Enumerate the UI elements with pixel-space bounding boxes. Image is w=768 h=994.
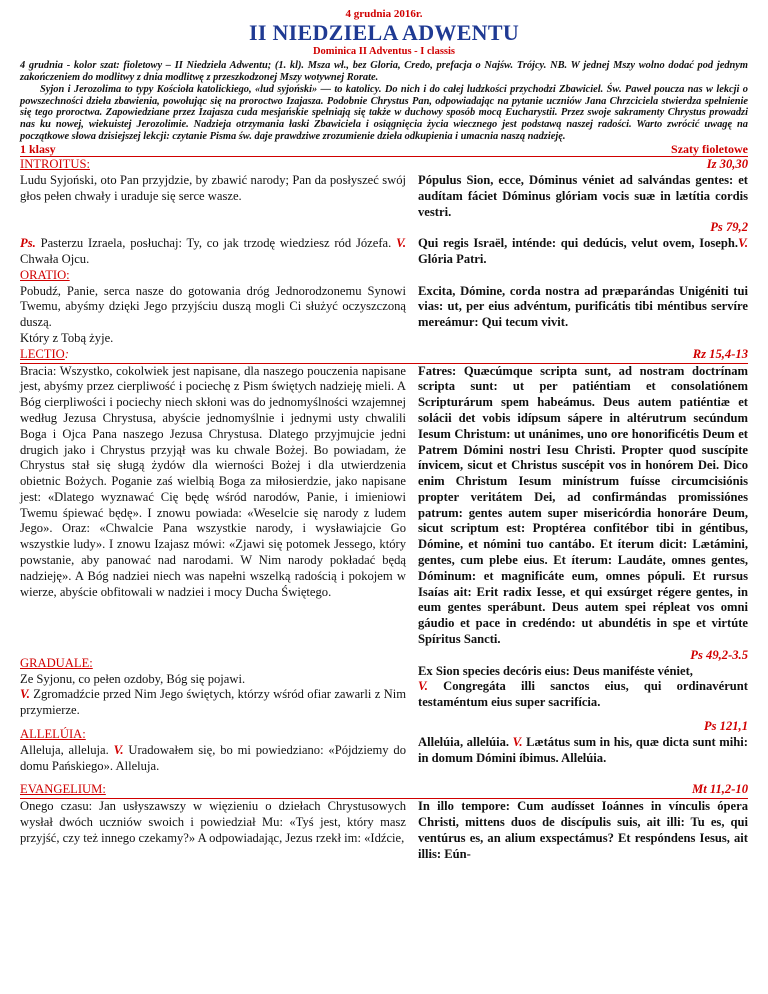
evangelium-ref: Mt 11,2-10 bbox=[692, 782, 748, 797]
evangelium-text-pl: Onego czasu: Jan usłyszawszy w więzieniu o dziełach Chrystusowych wysłał dwóch uczniów swoich i powiedział Mu: «Tyś jest, który masz przyjść, czy też innego czekamy?» A odpowiadając, Jezus rzekł im: «Idźcie, bbox=[20, 799, 406, 845]
lectio-label: LECTIO bbox=[20, 346, 65, 361]
graduale-ref: Ps 49,2-3.5 bbox=[690, 647, 748, 662]
graduale-label: GRADUALE: bbox=[20, 655, 93, 670]
psalm-latin bbox=[418, 236, 748, 268]
oratio-label: ORATIO: bbox=[20, 267, 70, 282]
versicle-mark: V. bbox=[113, 742, 124, 757]
class-row bbox=[20, 143, 748, 157]
page-title: II NIEDZIELA ADWENTU bbox=[248, 20, 520, 45]
graduale-text-la: Ex Sion species decóris eius: Deus maniféste véniet, bbox=[418, 663, 693, 678]
oratio-text-la: Excita, Dómine, corda nostra ad præparándas Unigéniti tui vias: ut, per eius advéntum, purificátis tibi méntibus servíre mereámur: Qui tecum vivit. bbox=[418, 283, 748, 330]
alleluia-polish bbox=[20, 719, 406, 774]
alleluia-b-pl: Uradowałem się, bo mi powiedziano: «Pójdziemy do domu Pańskiego». Alleluja. bbox=[20, 742, 406, 773]
versicle-mark: V. bbox=[20, 687, 30, 702]
latin-subtitle: Dominica II Adventus - I classis bbox=[312, 46, 456, 57]
oratio-section bbox=[20, 268, 748, 347]
graduale-polish bbox=[20, 648, 406, 719]
introitus-ref: Iz 30,30 bbox=[706, 157, 748, 172]
liturgical-notes: 4 grudnia - kolor szat: fioletowy – II Niedziela Adwentu; (1. kl). Msza wł., bez Gloria, Credo, prefacja o Najśw. Trójcy. NB. W jednej Mszy wolno dodać pod jednym zakończeniem do modlitwy z dnia modlitwę z przeszkodzonej Mszy wotywnej Roratе. bbox=[20, 60, 748, 83]
graduale-text-pl: Ze Syjonu, co pełen ozdoby, Bóg się pojawi. bbox=[20, 671, 246, 686]
oratio-text-pl: Pobudź, Panie, serca nasze do gotowania dróg Jednorodzonemu Synowi Twemu, abyśmy dzięki Jego przyjściu duszą mogli Ci służyć oczyszczoną duszą. bbox=[20, 283, 406, 330]
psalm-text-la: Qui regis Israël, inténde: qui dedúcis, velut ovem, Ioseph. bbox=[418, 236, 739, 251]
versicle-mark: V. bbox=[396, 236, 407, 251]
alleluia-latin bbox=[418, 719, 748, 766]
introitus-section bbox=[20, 157, 748, 236]
liturgical-class: 1 klasy bbox=[20, 142, 56, 157]
psalm-label: Ps. bbox=[20, 236, 36, 251]
psalm-section bbox=[20, 236, 748, 268]
evangelium-section bbox=[20, 799, 748, 862]
oratio-latin bbox=[418, 268, 748, 331]
lectio-text-la: Fatres: Quæcúmque scripta sunt, ad nostram doctrínam scripta sunt: ut per patiéntiam et consolatiónem Scripturárum spem habeámus. Deus autem patiéntiæ et solácii det vobis idípsum sápere in altérutrum secúndum Iesum Christum: ut unánimes, uno ore honorificétis Deum et Patrem Dómini nostri Iesu Christi. Propter quod suscípite ínvicem, sicut et Christus suscépit vos in honórem Dei. Dico enim Christum Iesum minístrum fuísse circumcisiónis propter veritátem Dei, ad confirmándas promissiónes patrum: gentes autem super misericórdia honoráre Deum, sicut scriptum est: Proptérea confitébor tibi in géntibus, Dómine, et nómini tuo cantábo. Et íterum dicit: Lætámini, gentes, cum plebe eius. Et íterum: Laudáte, omnes gentes, Dóminum: et magnificáte eum, omnes pópuli. Et rursus Isaías ait: Erit radix Iesse, et qui exsúrget régere gentes, in eum gentes sperábunt. Deus autem spei répleat vos omni gáudio et pace in credéndo: ut abundétis in spe et virtúte Spíritus Sancti. bbox=[418, 363, 748, 647]
gloria-pl: Chwała Ojcu. bbox=[20, 251, 90, 266]
evangelium-header bbox=[20, 774, 748, 798]
alleluia-a-pl: Alleluja, alleluja. bbox=[20, 742, 109, 757]
page-date: 4 grudnia 2016r. bbox=[345, 8, 423, 20]
introitus-latin bbox=[418, 157, 748, 236]
oratio-polish bbox=[20, 268, 406, 347]
graduale-section bbox=[20, 648, 748, 719]
alleluia-a-la: Allelúia, allelúia. bbox=[418, 734, 510, 749]
oratio-end-pl: Który z Tobą żyje. bbox=[20, 330, 114, 345]
introitus-polish bbox=[20, 157, 406, 204]
commentary: Syjon i Jerozolima to typy Kościoła katolickiego, «lud syjoński» — to katolicy. Do nich i do całej ludzkości przychodzi Zbawiciel. Św. Paweł poucza nas w lekcji o powszechności dzieła zbawienia, powołując się na proroctwo Izajasza. Podobnie Chrystus Pan, odpowiadając na pytanie uczniów Jana Chrzciciela stwierdza spełnienie się tego proroctwa. Zapowiedziane przez Izajasza cuda mesjańskie spełniają się także w duchowy sposób mocą Eucharystii. Przez swoje sakramenty Chrystus prowadzi nas ku nowej, wiekuistej Jerozolimie. Nadzieja otrzymania łaski Zbawiciela i osiągnięcia życia wiecznego jest podstawą naszej radości. Warto zwrócić uwagę na początkowe słowa dzisiejszej lekcji: czytanie Pisma św. daje prawdziwe zrozumienie dzieła odkupienia i umacnia naszą nadzieję. bbox=[20, 84, 748, 142]
versicle-mark: V. bbox=[512, 734, 523, 749]
evangelium-label: EVANGELIUM: bbox=[20, 782, 106, 797]
vestment-color: Szaty fioletowe bbox=[671, 142, 748, 157]
alleluia-ref: Ps 121,1 bbox=[703, 719, 748, 734]
lectio-section bbox=[20, 364, 748, 648]
lectio-header bbox=[20, 347, 748, 363]
evangelium-text-la: In illo tempore: Cum audísset Ioánnes in vínculis ópera Christi, mittens duos de discípulis suis, ait illi: Tu es, qui ventúrus es, an alium exspectámus? Et respóndens Iesus, ait illis: Eún- bbox=[418, 799, 748, 861]
psalm-ref: Ps 79,2 bbox=[710, 220, 748, 235]
missal-page bbox=[20, 0, 748, 862]
introitus-text-pl: Ludu Syjoński, oto Pan przyjdzie, by zbawić narody; Pan da posłyszeć swój głos pełen chwały i uraduje się serce wasze. bbox=[20, 172, 406, 203]
alleluia-section bbox=[20, 719, 748, 774]
lectio-colon: : bbox=[64, 346, 69, 361]
introitus-label: INTROITUS: bbox=[20, 157, 90, 172]
alleluia-b-la: Lætátus sum in his, quæ dicta sunt mihi: in domum Dómini íbimus. Allelúia. bbox=[418, 734, 748, 765]
versicle-mark: V. bbox=[738, 236, 748, 251]
gloria-la: Glória Patri. bbox=[418, 251, 487, 266]
graduale-latin bbox=[418, 648, 748, 711]
psalm-text-pl: Pasterzu Izraela, posłuchaj: Ty, co jak trzodę wiedziesz ród Józefa. bbox=[40, 236, 392, 251]
graduale-verse-pl: Zgromadźcie przed Nim Jego świętych, którzy wśród ofiar zawarli z Nim przymierze. bbox=[20, 687, 406, 718]
alleluia-label: ALLELÚIA: bbox=[20, 727, 86, 742]
lectio-ref: Rz 15,4-13 bbox=[692, 346, 748, 361]
graduale-verse-la: Congregáta illi sanctos eius, qui ordinavérunt testaméntum eius super sacrifícia. bbox=[418, 679, 748, 710]
lectio-text-pl: Bracia: Wszystko, cokolwiek jest napisane, dla naszego pouczenia napisane jest, abyśmy przez cierpliwość i pociechę z Pism świętych nadzieję mieli. A Bóg cierpliwości i pociechy niech skłoni was do jednomyślności wzajemnej według Jezusa Chrystusa, abyście jednomyślnie i jednymi usty chwalili Boga i Ojca Pana naszego Jezusa Chrystusa. Dlatego przyjmujcie jedni drugich jako i Chrystus przyjął was ku chwale Bożej. Bo powiadam, że Chrystus stał się sługą żydów dla wierności Bożej i dla utwierdzenia obietnic Bożych. Poganie zaś wielbią Boga za miłosierdzie, jako napisane jest: «Dlatego wyznawać Cię będę wśród narodów, Panie, i imieniowi Twemu śpiewać będę». I znowu powiada: «Weselcie się narody z ludem Jego». Oraz: «Chwalcie Pana wszystkie narody, i wysławiajcie Go wszystkie ludy». I znowu Izajasz mówi: «Zjawi się potomek Jessego, który powstanie, aby panować nad narodami. W Nim narody pokładać będą nadzieję». A Bóg nadziei niech was napełni wszelką radością i pokojem w wierze, abyście obfitowali w nadziei i mocy Ducha Świętego. bbox=[20, 363, 406, 599]
psalm-polish bbox=[20, 236, 406, 268]
introitus-text-la: Pópulus Sion, ecce, Dóminus véniet ad salvándas gentes: et audítam fáciet Dóminus glóriam vocis suæ in lætítia cordis vestri. bbox=[418, 172, 748, 219]
versicle-mark: V. bbox=[418, 679, 428, 694]
